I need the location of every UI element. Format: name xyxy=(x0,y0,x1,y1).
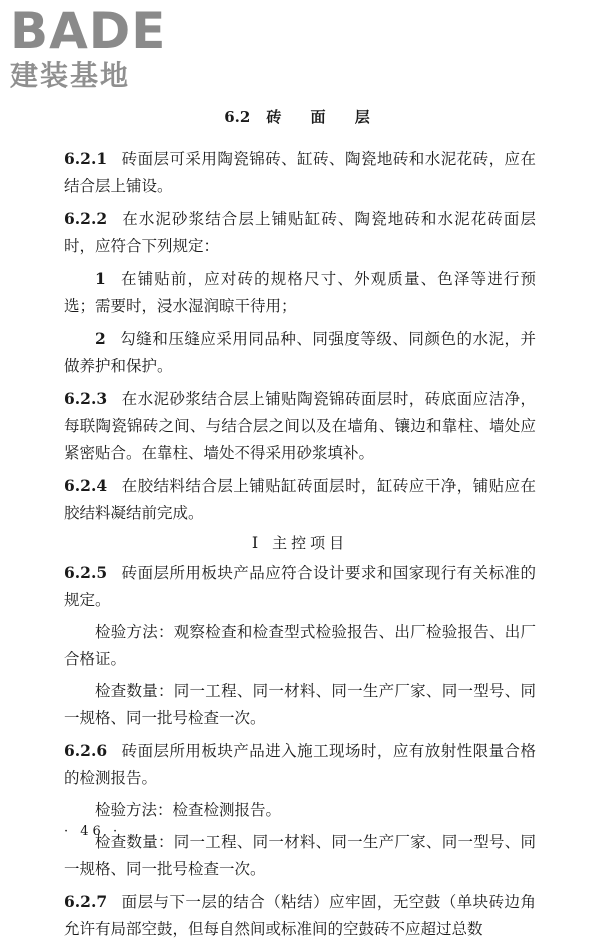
clause-text: 砖面层所用板块产品进入施工现场时，应有放射性限量合格的检测报告。 xyxy=(64,742,536,787)
clause-number: 6.2.4 xyxy=(64,476,108,495)
item-2 xyxy=(64,325,536,380)
item-text: 在铺贴前，应对砖的规格尺寸、外观质量、色泽等进行预选；需要时，浸水湿润晾干待用； xyxy=(64,270,536,315)
clause-text: 在胶结料结合层上铺贴缸砖面层时，缸砖应干净，铺贴应在胶结料凝结前完成。 xyxy=(64,477,536,522)
clause-number: 6.2.3 xyxy=(64,389,108,408)
clause-6-2-4 xyxy=(64,472,536,527)
item-number: 1 xyxy=(95,269,106,288)
item-text: 勾缝和压缝应采用同品种、同强度等级、同颜色的水泥，并做养护和保护。 xyxy=(64,330,536,375)
inspection-quantity: 检查数量：同一工程、同一材料、同一生产厂家、同一型号、同一规格、同一批号检查一次。 xyxy=(64,833,536,878)
document-body xyxy=(64,106,536,948)
clause-text: 砖面层可采用陶瓷锦砖、缸砖、陶瓷地砖和水泥花砖，应在结合层上铺设。 xyxy=(64,150,536,195)
clause-number: 6.2.6 xyxy=(64,741,108,760)
heading-title: 砖 面 层 xyxy=(266,108,382,126)
clause-text: 在水泥砂浆结合层上铺贴缸砖、陶瓷地砖和水泥花砖面层时，应符合下列规定： xyxy=(64,210,536,255)
logo-subtitle: 建装基地 xyxy=(10,59,131,92)
clause-6-2-1 xyxy=(64,145,536,200)
clause-6-2-2 xyxy=(64,205,536,260)
clause-6-2-5 xyxy=(64,559,536,614)
clause-text: 在水泥砂浆结合层上铺贴陶瓷锦砖面层时，砖底面应洁净，每联陶瓷锦砖之间、与结合层之间以及在墙角、镶边和靠柱、墙处应紧密贴合。在靠柱、墙处不得采用砂浆填补。 xyxy=(64,390,536,462)
item-1 xyxy=(64,265,536,320)
page-number: · 46 · xyxy=(64,824,122,839)
subsection-roman: Ⅰ xyxy=(251,533,263,552)
bade-logo xyxy=(10,4,180,92)
clause-number: 6.2.7 xyxy=(64,892,108,911)
clause-number: 6.2.5 xyxy=(64,563,108,582)
clause-6-2-3 xyxy=(64,385,536,467)
heading-number: 6.2 xyxy=(224,108,251,126)
clause-text: 面层与下一层的结合（粘结）应牢固，无空鼓（单块砖边角允许有局部空鼓，但每自然间或标准间的空鼓砖不应超过总数 xyxy=(64,893,536,938)
inspection-method: 检验方法：观察检查和检查型式检验报告、出厂检验报告、出厂合格证。 xyxy=(64,623,536,668)
section-heading xyxy=(64,106,536,127)
clause-number: 6.2.2 xyxy=(64,209,108,228)
clause-6-2-6 xyxy=(64,737,536,792)
clause-6-2-7 xyxy=(64,888,536,943)
subsection-heading xyxy=(64,532,536,553)
clause-text: 砖面层所用板块产品应符合设计要求和国家现行有关标准的规定。 xyxy=(64,564,536,609)
inspection-method: 检验方法：检查检测报告。 xyxy=(95,801,282,819)
subsection-title: 主控项目 xyxy=(272,534,349,552)
item-number: 2 xyxy=(95,329,106,348)
logo-word: BADE xyxy=(10,2,167,60)
inspection-quantity: 检查数量：同一工程、同一材料、同一生产厂家、同一型号、同一规格、同一批号检查一次。 xyxy=(64,682,536,727)
clause-number: 6.2.1 xyxy=(64,149,108,168)
